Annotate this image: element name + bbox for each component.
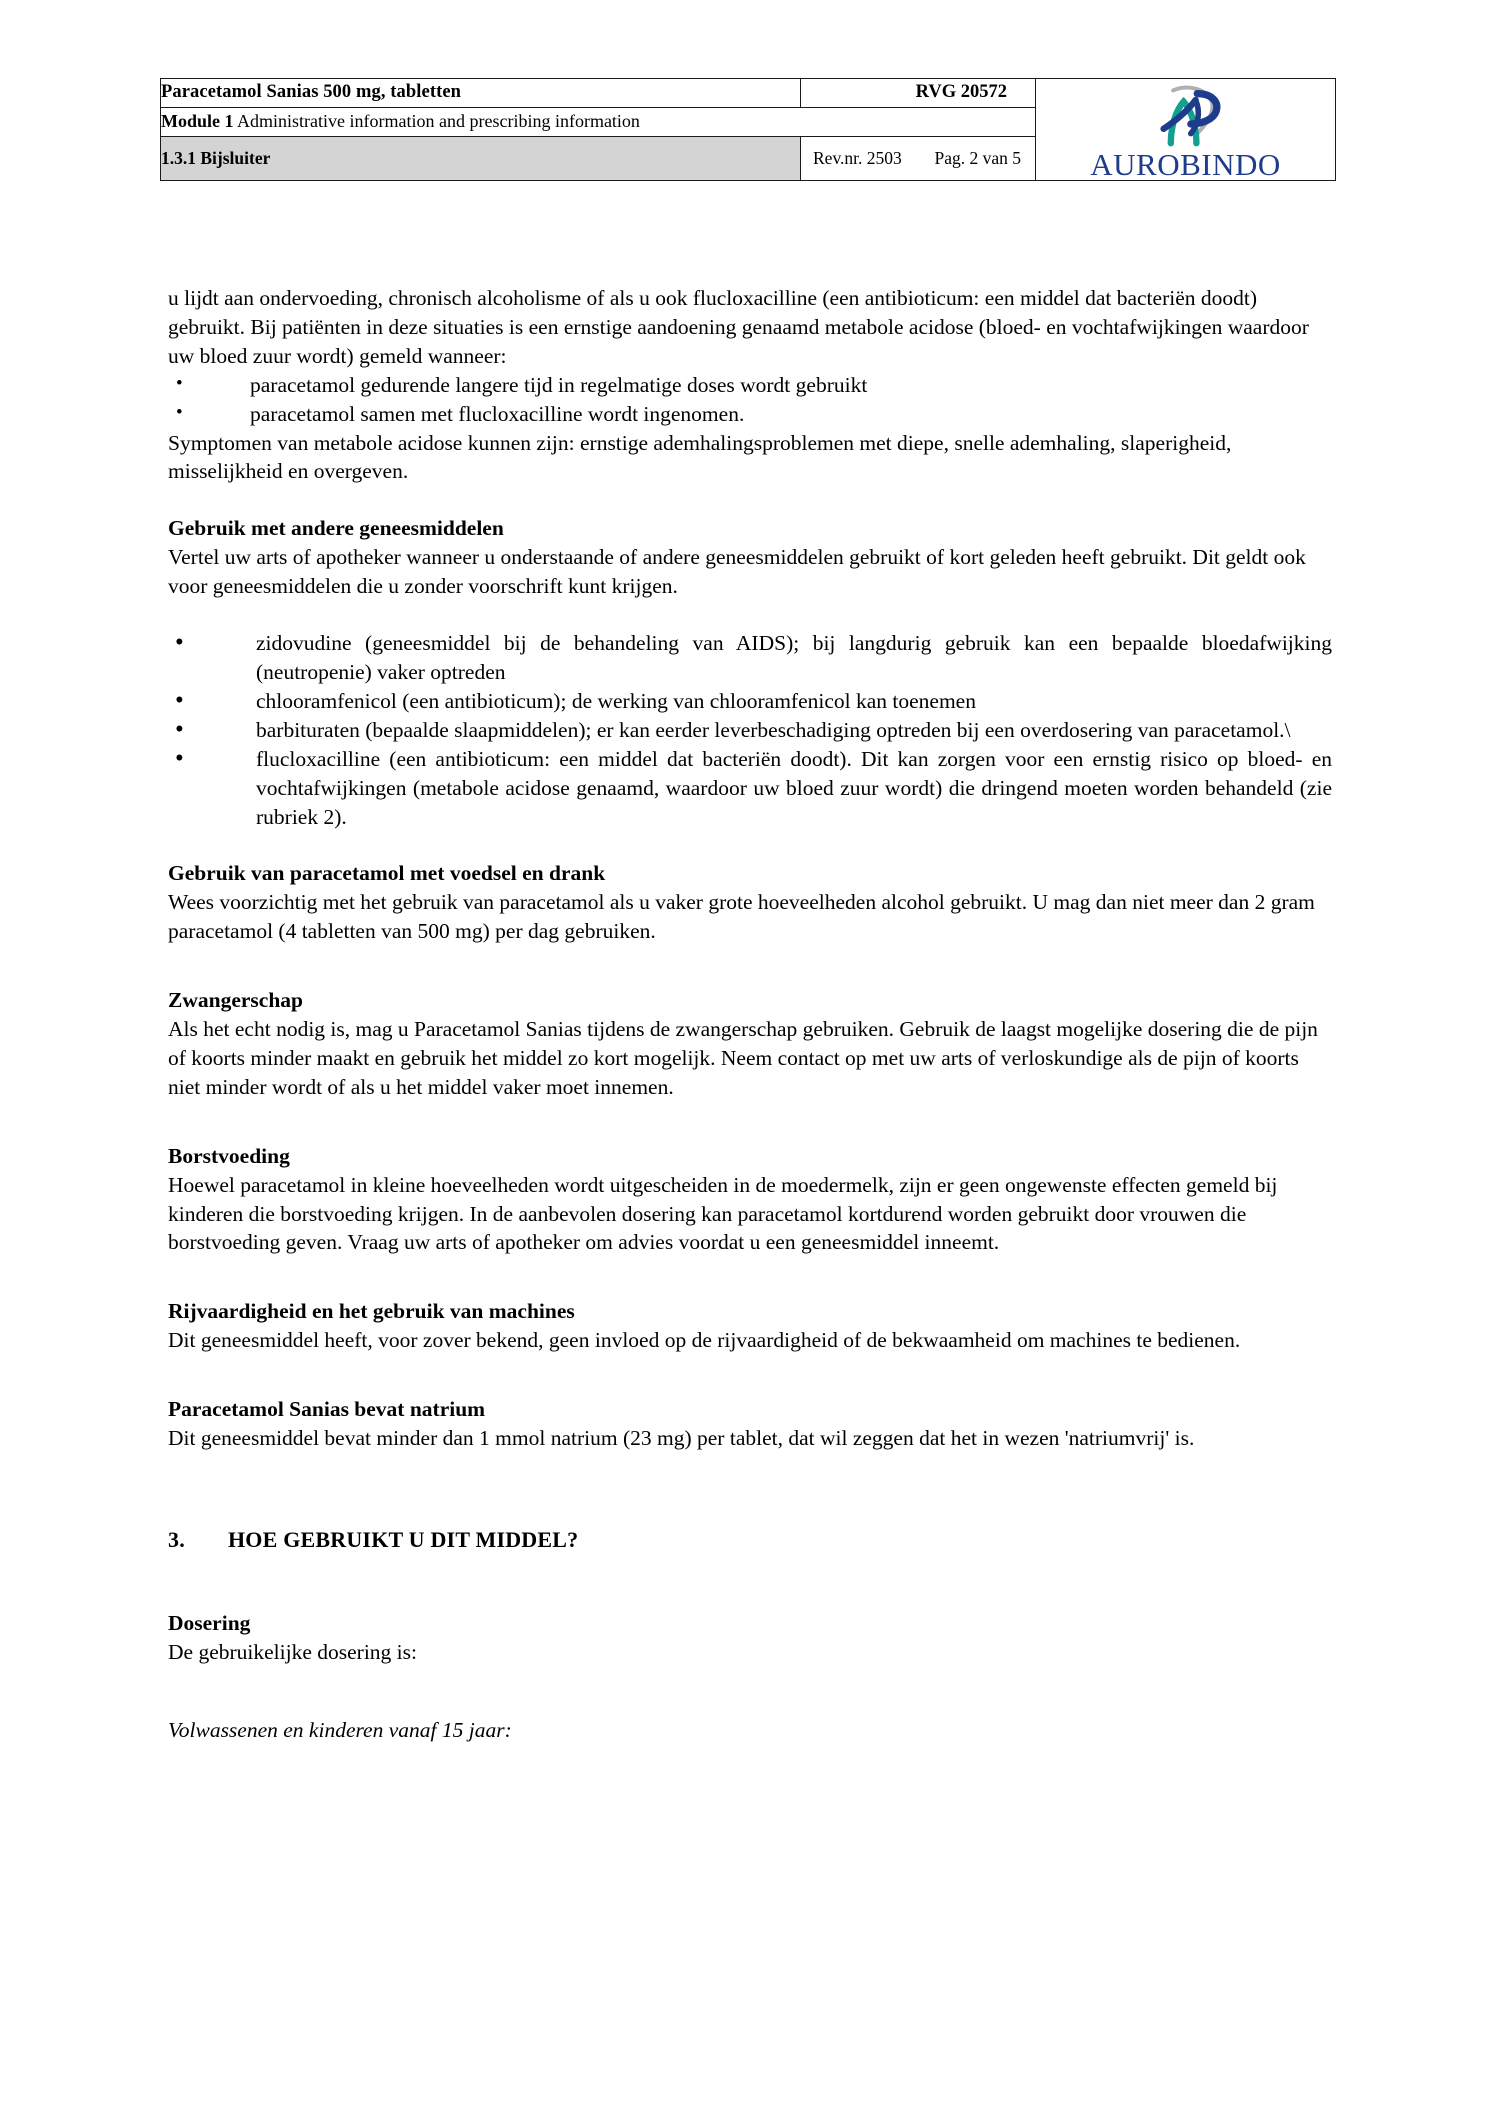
bullet-icon: • [176,401,183,423]
heading-sodium: Paracetamol Sanias bevat natrium [168,1397,486,1422]
list-item-text: barbituraten (bepaalde slaapmiddelen); er kan eerder leverbeschadiging optreden bij een overdosering van paracetamol.\ [256,717,1291,742]
rvg-number: RVG 20572 [915,82,1007,103]
list-item-text: paracetamol gedurende langere tijd in regelmatige doses wordt gebruikt [250,372,868,397]
list-item-text: paracetamol samen met flucloxacilline wordt ingenomen. [250,401,745,426]
list-item [168,400,1332,429]
list-item [168,629,1332,687]
bullet-icon: • [175,686,184,714]
section-3-title: HOE GEBRUIKT U DIT MIDDEL? [228,1527,579,1552]
list-item-text: flucloxacilline (een antibioticum: een middel dat bacteriën doodt). Dit kan zorgen voor een ernstig risico op bloed- en vochtafwijkingen (metabole acidose genaamd, waardoor uw bloed zuur wordt) die dringend moeten worden behandeld (zie rubriek 2). [256,746,1332,829]
bullet-icon: • [175,715,184,743]
other-medicines-paragraph: Vertel uw arts of apotheker wanneer u onderstaande of andere geneesmiddelen gebruikt of kort geleden heeft gebruikt. Dit geldt ook voor geneesmiddelen die u zonder voorschrift kunt krijgen. [168,545,1306,599]
heading-breastfeeding: Borstvoeding [168,1143,290,1168]
header-logo-cell [1036,79,1336,181]
bullet-icon: • [175,629,184,657]
section-label: 1.3.1 Bijsluiter [161,147,271,168]
bullet-icon: • [175,744,184,772]
heading-dosering: Dosering [168,1611,251,1635]
revision-number: Rev.nr. 2503 [813,147,902,168]
food-and-drink-paragraph: Wees voorzichtig met het gebruik van paracetamol als u vaker grote hoeveelheden alcohol gebruikt. U mag dan niet meer dan 2 gram paracetamol (4 tabletten van 500 mg) per dag gebruiken. [168,890,1315,944]
header-section-cell [161,136,801,180]
header-revision-cell [801,136,1036,180]
symptoms-paragraph: Symptomen van metabole acidose kunnen zijn: ernstige ademhalingsproblemen met diepe, snelle ademhaling, slaperigheid, misselijkheid en overgeven. [168,430,1232,484]
header-rvg-cell [801,79,1036,108]
document-header-table [160,78,1336,181]
product-title: Paracetamol Sanias 500 mg, tabletten [161,82,462,103]
document-body [168,284,1332,1767]
intro-paragraph: u lijdt aan ondervoeding, chronisch alcoholisme of als u ook flucloxacilline (een antibioticum: een middel dat bacteriën doodt) gebruikt. Bij patiënten in deze situaties is een ernstige aandoening genaamd metabole acidose (bloed- en vochtafwijkingen waardoor uw bloed zuur wordt) gemeld wanneer: [168,286,1309,368]
section-3-heading [168,1527,1332,1553]
list-item-text: chlooramfenicol (een antibioticum); de werking van chlooramfenicol kan toenemen [256,688,976,713]
header-row-product [161,79,1336,108]
heading-other-medicines: Gebruik met andere geneesmiddelen [168,516,504,541]
intro-bullet-list [168,371,1332,429]
list-item [168,687,1332,716]
driving-paragraph: Dit geneesmiddel heeft, voor zover bekend, geen invloed op de rijvaardigheid of de bekwaamheid om machines te bedienen. [168,1328,1241,1353]
heading-pregnancy: Zwangerschap [168,988,303,1013]
pregnancy-paragraph: Als het echt nodig is, mag u Paracetamol Sanias tijdens de zwangerschap gebruiken. Gebruik de laagst mogelijke dosering die de pijn of koorts minder maakt en gebruik het middel zo kort mogelijk. Neem contact op met uw arts of verloskundige als de pijn of koorts niet minder wordt of als u het middel vaker moet innemen. [168,1017,1318,1099]
list-item-text: zidovudine (geneesmiddel bij de behandeling van AIDS); bij langdurig gebruik kan een bepaalde bloedafwijking (neutropenie) vaker optreden [256,631,1332,684]
list-item [168,745,1332,832]
aurobindo-logo-icon [1138,79,1234,153]
header-module-cell [161,107,1036,136]
aurobindo-logo [1036,79,1335,180]
header-product-cell [161,79,801,108]
dosering-paragraph: De gebruikelijke dosering is: [168,1639,417,1664]
other-medicines-bullet-list [168,629,1332,831]
sodium-paragraph: Dit geneesmiddel bevat minder dan 1 mmol natrium (23 mg) per tablet, dat wil zeggen dat het in wezen 'natriumvrij' is. [168,1426,1195,1451]
bullet-icon: • [176,372,183,394]
list-item [168,371,1332,400]
dosering-subheading-adults: Volwassenen en kinderen vanaf 15 jaar: [168,1718,512,1743]
heading-food-and-drink: Gebruik van paracetamol met voedsel en drank [168,861,606,886]
heading-driving: Rijvaardigheid en het gebruik van machines [168,1299,575,1324]
list-item [168,716,1332,745]
section-3-number: 3. [168,1527,185,1552]
breastfeeding-paragraph: Hoewel paracetamol in kleine hoeveelheden wordt uitgescheiden in de moedermelk, zijn er geen ongewenste effecten gemeld bij kinderen die borstvoeding krijgen. In de aanbevolen dosering kan paracetamol kortdurend worden gebruikt door vrouwen die borstvoeding geven. Vraag uw arts of apotheker om advies voordat u een geneesmiddel inneemt. [168,1172,1278,1255]
aurobindo-wordmark: AUROBINDO [1090,147,1281,182]
module-text: Administrative information and prescribing information [233,111,640,132]
module-label: Module 1 [161,111,234,132]
page-number: Pag. 2 van 5 [934,147,1021,168]
